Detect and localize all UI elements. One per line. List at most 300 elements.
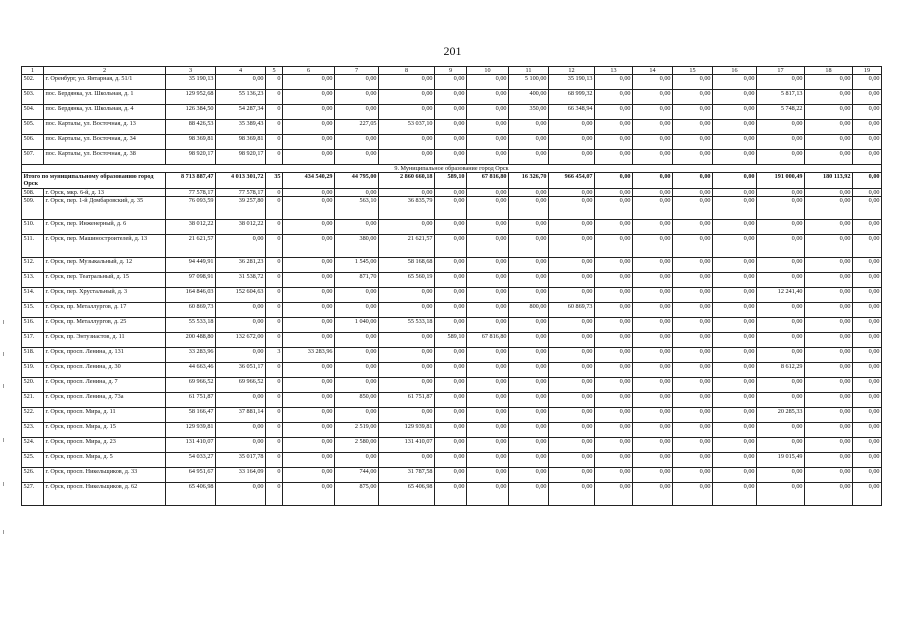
total-value-cell: 8 713 887,47 [166,173,216,189]
value-cell: 0,00 [509,378,549,393]
row-number: 520. [22,378,44,393]
value-cell: 0,00 [335,220,379,235]
address-cell: г. Орск, мкр. 6-й, д. 13 [44,189,166,197]
value-cell: 0,00 [633,393,673,408]
value-cell: 0 [266,220,283,235]
value-cell: 0,00 [633,150,673,165]
value-cell: 0,00 [435,468,467,483]
value-cell: 66 348,94 [549,105,595,120]
value-cell: 19 015,49 [757,453,805,468]
value-cell: 0,00 [713,258,757,273]
value-cell: 0,00 [757,235,805,258]
table-row [22,120,882,135]
value-cell: 0,00 [216,75,266,90]
value-cell: 0,00 [805,197,853,220]
value-cell: 0,00 [379,105,435,120]
value-cell: 0,00 [467,189,509,197]
value-cell: 131 410,07 [166,438,216,453]
value-cell: 0,00 [633,453,673,468]
value-cell: 350,00 [509,105,549,120]
total-value-cell: 589,10 [435,173,467,189]
value-cell: 0,00 [805,105,853,120]
value-cell: 0 [266,150,283,165]
value-cell: 0,00 [595,318,633,333]
value-cell: 0,00 [467,120,509,135]
value-cell: 0,00 [509,189,549,197]
value-cell: 0,00 [467,483,509,506]
value-cell: 0,00 [549,333,595,348]
value-cell: 0,00 [283,90,335,105]
value-cell: 129 939,81 [166,423,216,438]
value-cell: 0,00 [633,288,673,303]
value-cell: 0,00 [673,75,713,90]
value-cell: 35 190,13 [166,75,216,90]
value-cell: 0,00 [467,348,509,363]
value-cell: 0,00 [853,303,882,318]
value-cell: 0,00 [435,423,467,438]
value-cell: 0,00 [549,135,595,150]
value-cell: 0,00 [853,393,882,408]
value-cell: 0,00 [633,348,673,363]
value-cell: 875,00 [335,483,379,506]
value-cell: 0,00 [853,258,882,273]
value-cell: 0,00 [713,393,757,408]
address-cell: пос. Карталы, ул. Восточная, д. 38 [44,150,166,165]
value-cell: 0,00 [805,483,853,506]
value-cell: 0,00 [805,333,853,348]
table-row [22,318,882,333]
value-cell: 0,00 [549,288,595,303]
value-cell: 0,00 [633,120,673,135]
value-cell: 0,00 [673,105,713,120]
value-cell: 69 966,52 [166,378,216,393]
value-cell: 0,00 [467,150,509,165]
value-cell: 0,00 [435,408,467,423]
value-cell: 0,00 [216,483,266,506]
value-cell: 0,00 [757,468,805,483]
value-cell: 0,00 [467,197,509,220]
value-cell: 0,00 [853,318,882,333]
value-cell: 380,00 [335,235,379,258]
total-value-cell: 0,00 [633,173,673,189]
value-cell: 0,00 [673,393,713,408]
total-value-cell: 0,00 [595,173,633,189]
address-cell: г. Орск, просп. Никельщиков, д. 33 [44,468,166,483]
value-cell: 0,00 [633,483,673,506]
margin-mark [3,384,4,388]
address-cell: г. Орск, просп. Никельщиков, д. 62 [44,483,166,506]
value-cell: 0,00 [757,393,805,408]
value-cell: 0,00 [283,288,335,303]
value-cell: 0,00 [435,318,467,333]
value-cell: 0,00 [509,468,549,483]
total-value-cell: 67 816,80 [467,173,509,189]
column-header: 13 [595,67,633,75]
value-cell: 0,00 [595,288,633,303]
column-header: 19 [853,67,882,75]
value-cell: 0,00 [283,423,335,438]
data-table [21,66,882,506]
value-cell: 0,00 [335,408,379,423]
row-number: 511. [22,235,44,258]
column-header: 4 [216,67,266,75]
value-cell: 2 580,00 [335,438,379,453]
value-cell: 0,00 [595,393,633,408]
row-number: 509. [22,197,44,220]
value-cell: 126 384,50 [166,105,216,120]
value-cell: 589,10 [435,333,467,348]
value-cell: 0,00 [509,453,549,468]
value-cell: 0,00 [805,468,853,483]
value-cell: 0,00 [379,408,435,423]
value-cell: 0,00 [435,235,467,258]
table-row [22,363,882,378]
value-cell: 0,00 [713,197,757,220]
value-cell: 0,00 [853,150,882,165]
value-cell: 0,00 [673,453,713,468]
value-cell: 0,00 [509,348,549,363]
table-row [22,288,882,303]
column-header: 7 [335,67,379,75]
value-cell: 98 920,17 [166,150,216,165]
value-cell: 0,00 [509,235,549,258]
value-cell: 0,00 [853,288,882,303]
row-number: 521. [22,393,44,408]
value-cell: 0,00 [853,189,882,197]
table-row [22,468,882,483]
value-cell: 0,00 [435,90,467,105]
value-cell: 35 389,43 [216,120,266,135]
value-cell: 0,00 [633,273,673,288]
value-cell: 77 578,17 [166,189,216,197]
value-cell: 65 406,98 [166,483,216,506]
value-cell: 0,00 [595,220,633,235]
value-cell: 0 [266,235,283,258]
value-cell: 8 612,29 [757,363,805,378]
value-cell: 1 545,00 [335,258,379,273]
value-cell: 0,00 [435,303,467,318]
value-cell: 0 [266,453,283,468]
value-cell: 0,00 [673,468,713,483]
value-cell: 0,00 [595,197,633,220]
table-header-row [22,67,882,75]
value-cell: 0,00 [216,438,266,453]
value-cell: 0,00 [435,348,467,363]
value-cell: 21 621,57 [166,235,216,258]
value-cell: 0,00 [283,438,335,453]
value-cell: 0,00 [633,468,673,483]
address-cell: г. Орск, пер. Машиностроителей, д. 13 [44,235,166,258]
value-cell: 36 835,79 [379,197,435,220]
value-cell: 0,00 [673,273,713,288]
value-cell: 164 846,03 [166,288,216,303]
value-cell: 0,00 [853,483,882,506]
value-cell: 0,00 [805,189,853,197]
value-cell: 0,00 [805,75,853,90]
value-cell: 0,00 [757,348,805,363]
row-number: 527. [22,483,44,506]
page-number: 201 [443,44,462,58]
value-cell: 0,00 [757,75,805,90]
row-number: 526. [22,468,44,483]
value-cell: 0,00 [805,220,853,235]
value-cell: 0,00 [283,197,335,220]
address-cell: г. Орск, просп. Мира, д. 11 [44,408,166,423]
value-cell: 0,00 [805,150,853,165]
value-cell: 0,00 [595,453,633,468]
value-cell: 0,00 [335,333,379,348]
address-cell: г. Орск, пер. Театральный, д. 15 [44,273,166,288]
value-cell: 0,00 [509,197,549,220]
value-cell: 0,00 [509,120,549,135]
value-cell: 0,00 [467,438,509,453]
value-cell: 0 [266,258,283,273]
value-cell: 129 939,81 [379,423,435,438]
value-cell: 0 [266,303,283,318]
value-cell: 0,00 [853,453,882,468]
column-header: 1 [22,67,44,75]
address-cell: пос. Бердянка, ул. Школьная, д. 4 [44,105,166,120]
value-cell: 0,00 [595,273,633,288]
value-cell: 0,00 [379,189,435,197]
value-cell: 0,00 [335,288,379,303]
value-cell: 0,00 [757,189,805,197]
value-cell: 0,00 [633,363,673,378]
value-cell: 0,00 [467,378,509,393]
value-cell: 0,00 [673,333,713,348]
row-number: 518. [22,348,44,363]
row-number: 512. [22,258,44,273]
value-cell: 0,00 [713,453,757,468]
value-cell: 0,00 [435,378,467,393]
address-cell: г. Орск, просп. Ленина, д. 30 [44,363,166,378]
value-cell: 0,00 [509,150,549,165]
value-cell: 0 [266,273,283,288]
value-cell: 0 [266,393,283,408]
value-cell: 0,00 [853,235,882,258]
value-cell: 0,00 [853,438,882,453]
value-cell: 0,00 [757,303,805,318]
value-cell: 0 [266,105,283,120]
value-cell: 0,00 [595,90,633,105]
value-cell: 55 533,18 [379,318,435,333]
address-cell: г. Орск, просп. Мира, д. 5 [44,453,166,468]
value-cell: 0,00 [853,363,882,378]
value-cell: 0,00 [549,468,595,483]
column-header: 17 [757,67,805,75]
value-cell: 0,00 [335,105,379,120]
value-cell: 0,00 [805,423,853,438]
value-cell: 0,00 [805,348,853,363]
total-value-cell: 0,00 [673,173,713,189]
value-cell: 20 285,33 [757,408,805,423]
value-cell: 0,00 [633,90,673,105]
value-cell: 0,00 [757,220,805,235]
margin-mark [3,482,4,486]
address-cell: г. Орск, пер. Инженерный, д. 6 [44,220,166,235]
value-cell: 65 560,19 [379,273,435,288]
value-cell: 33 164,09 [216,468,266,483]
value-cell: 0,00 [467,303,509,318]
table-row [22,453,882,468]
value-cell: 563,10 [335,197,379,220]
table-row [22,189,882,197]
value-cell: 0,00 [283,120,335,135]
total-value-cell: 0,00 [853,173,882,189]
row-number: 503. [22,90,44,105]
table-row [22,150,882,165]
column-header: 16 [713,67,757,75]
value-cell: 76 093,59 [166,197,216,220]
value-cell: 0,00 [713,348,757,363]
value-cell: 850,00 [335,393,379,408]
value-cell: 0,00 [673,235,713,258]
value-cell: 33 283,96 [283,348,335,363]
value-cell: 0,00 [757,273,805,288]
value-cell: 0,00 [435,393,467,408]
value-cell: 400,00 [509,90,549,105]
value-cell: 0,00 [633,438,673,453]
total-value-cell: 44 795,00 [335,173,379,189]
value-cell: 0,00 [713,483,757,506]
value-cell: 61 751,87 [166,393,216,408]
section-title: 9. Муниципальное образование город Орск [22,165,882,173]
value-cell: 0,00 [435,438,467,453]
value-cell: 0,00 [549,120,595,135]
margin-mark [3,530,4,534]
value-cell: 0,00 [595,483,633,506]
value-cell: 0,00 [216,393,266,408]
address-cell: г. Орск, пр. Металлургов, д. 25 [44,318,166,333]
value-cell: 0,00 [379,378,435,393]
value-cell: 0,00 [805,120,853,135]
value-cell: 0,00 [805,90,853,105]
value-cell: 36 051,17 [216,363,266,378]
value-cell: 0,00 [673,258,713,273]
value-cell: 0,00 [595,468,633,483]
value-cell: 0,00 [595,105,633,120]
value-cell: 0,00 [673,408,713,423]
value-cell: 200 488,80 [166,333,216,348]
value-cell: 0,00 [379,453,435,468]
address-cell: г. Орск, просп. Мира, д. 23 [44,438,166,453]
value-cell: 0,00 [379,150,435,165]
value-cell: 0,00 [283,318,335,333]
value-cell: 33 283,96 [166,348,216,363]
total-value-cell: 0,00 [713,173,757,189]
value-cell: 37 881,14 [216,408,266,423]
value-cell: 0,00 [216,318,266,333]
value-cell: 0,00 [633,333,673,348]
value-cell: 0,00 [673,318,713,333]
value-cell: 0,00 [467,235,509,258]
value-cell: 0,00 [595,135,633,150]
value-cell: 0,00 [853,197,882,220]
table-row [22,235,882,258]
value-cell: 0,00 [633,75,673,90]
value-cell: 0,00 [757,318,805,333]
value-cell: 0,00 [805,408,853,423]
value-cell: 0,00 [335,75,379,90]
row-number: 525. [22,453,44,468]
value-cell: 0,00 [673,288,713,303]
value-cell: 12 241,40 [757,288,805,303]
value-cell: 0,00 [283,393,335,408]
value-cell: 0,00 [435,288,467,303]
value-cell: 0,00 [757,150,805,165]
value-cell: 0,00 [335,453,379,468]
value-cell: 0,00 [216,423,266,438]
value-cell: 0 [266,318,283,333]
address-cell: пос. Карталы, ул. Восточная, д. 13 [44,120,166,135]
value-cell: 0,00 [673,150,713,165]
value-cell: 0,00 [673,220,713,235]
value-cell: 0 [266,423,283,438]
value-cell: 0,00 [283,453,335,468]
table-row [22,393,882,408]
value-cell: 0,00 [283,468,335,483]
value-cell: 0,00 [713,120,757,135]
value-cell: 0,00 [673,189,713,197]
address-cell: пос. Карталы, ул. Восточная, д. 34 [44,135,166,150]
value-cell: 0,00 [713,333,757,348]
total-row [22,173,882,189]
value-cell: 0 [266,120,283,135]
value-cell: 871,70 [335,273,379,288]
value-cell: 98 369,81 [216,135,266,150]
column-header: 12 [549,67,595,75]
margin-mark [3,438,4,442]
column-header: 8 [379,67,435,75]
table-row [22,438,882,453]
value-cell: 0,00 [435,197,467,220]
value-cell: 0,00 [435,258,467,273]
table-row [22,408,882,423]
value-cell: 0,00 [673,197,713,220]
value-cell: 0,00 [509,333,549,348]
value-cell: 0,00 [467,393,509,408]
value-cell: 0,00 [379,288,435,303]
value-cell: 0,00 [283,220,335,235]
address-cell: г. Орск, пер. Музыкальный, д. 12 [44,258,166,273]
value-cell: 0,00 [467,288,509,303]
value-cell: 0,00 [509,258,549,273]
value-cell: 35 190,13 [549,75,595,90]
value-cell: 0,00 [335,135,379,150]
table-body [22,75,882,506]
value-cell: 800,00 [509,303,549,318]
table-row [22,333,882,348]
value-cell: 0,00 [853,220,882,235]
value-cell: 69 966,52 [216,378,266,393]
value-cell: 0,00 [549,453,595,468]
value-cell: 0,00 [216,235,266,258]
value-cell: 0,00 [713,75,757,90]
address-cell: г. Орск, пр. Энтузиастов, д. 11 [44,333,166,348]
table-row [22,303,882,318]
value-cell: 0,00 [853,423,882,438]
column-header: 14 [633,67,673,75]
value-cell: 0,00 [757,197,805,220]
value-cell: 0,00 [335,90,379,105]
value-cell: 36 281,23 [216,258,266,273]
value-cell: 0,00 [757,438,805,453]
value-cell: 129 952,68 [166,90,216,105]
value-cell: 0,00 [283,258,335,273]
value-cell: 0,00 [713,189,757,197]
column-header: 5 [266,67,283,75]
value-cell: 0,00 [549,150,595,165]
